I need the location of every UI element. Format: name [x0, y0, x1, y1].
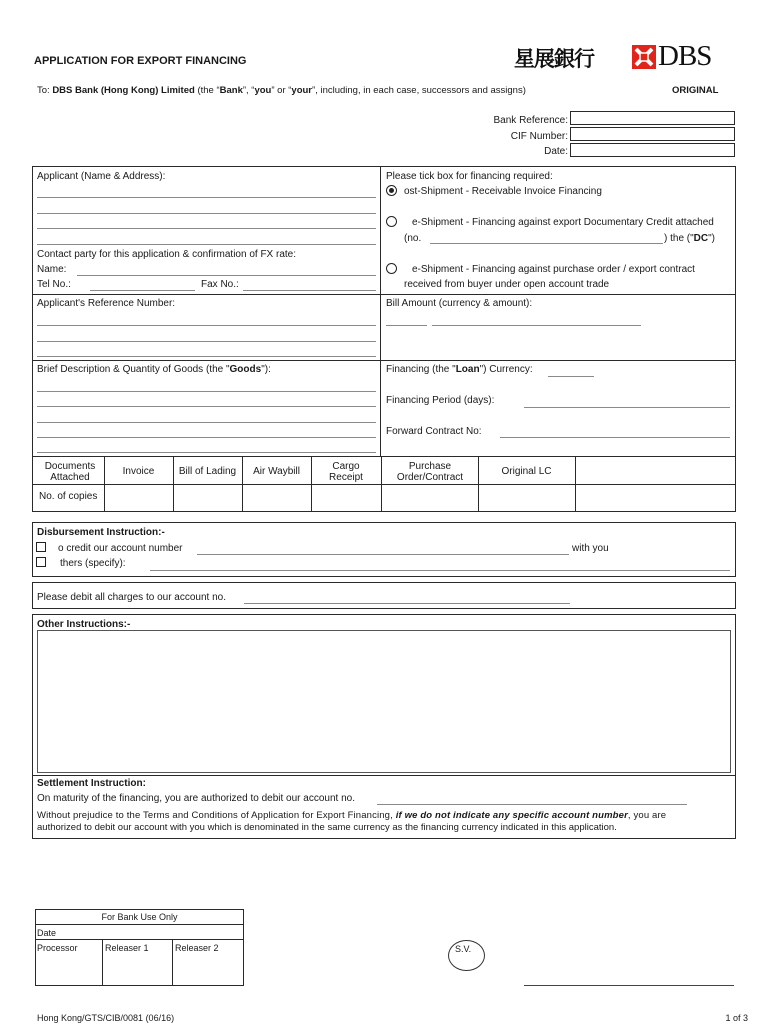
applicant-line-2[interactable] — [37, 213, 376, 214]
settlement-account-field[interactable] — [377, 804, 687, 805]
doc-header-air-waybill: Air Waybill — [253, 466, 300, 477]
settlement-title: Settlement Instruction: — [37, 778, 146, 789]
copies-row-label: No. of copies — [39, 491, 98, 502]
bank-use-date-label: Date — [37, 928, 57, 938]
tel-label: Tel No.: — [37, 279, 71, 290]
disbursement-title: Disbursement Instruction:- — [37, 527, 165, 538]
documents-attached-header: Documents Attached — [44, 461, 96, 483]
main-divider — [380, 166, 381, 456]
addressee-line: To: DBS Bank (Hong Kong) Limited (the “Bank”, “you” or “your”, including, in each case, successors and assigns) — [37, 85, 526, 96]
credit-account-checkbox[interactable] — [36, 542, 46, 552]
others-field[interactable] — [150, 570, 730, 571]
bank-use-col-2 — [172, 939, 173, 986]
tel-field[interactable] — [90, 290, 195, 291]
copies-purchase-order-cell[interactable] — [382, 485, 477, 511]
fax-label: Fax No.: — [201, 279, 239, 290]
goods-line-1[interactable] — [37, 391, 376, 392]
doc-header-original-lc: Original LC — [501, 466, 552, 477]
applicant-line-1[interactable] — [37, 197, 376, 198]
applicant-reference-label: Applicant's Reference Number: — [37, 298, 176, 309]
financing-period-label: Financing Period (days): — [386, 395, 495, 406]
goods-label: Brief Description & Quantity of Goods (the "Goods"): — [37, 364, 271, 375]
date-label: Date: — [544, 146, 568, 157]
dc-no-label: (no. — [404, 233, 422, 244]
with-you-label: with you — [572, 543, 609, 554]
doc-header-invoice: Invoice — [122, 466, 155, 477]
bank-use-col-1 — [102, 939, 103, 986]
bill-amount-field[interactable] — [432, 325, 641, 326]
others-checkbox[interactable] — [36, 557, 46, 567]
doc-header-cargo-receipt: Cargo Receipt — [329, 461, 363, 483]
copies-original-lc-cell[interactable] — [479, 485, 574, 511]
pre-shipment-dc-label: e-Shipment - Financing against export Documentary Credit attached — [412, 217, 714, 228]
bank-use-divider-2 — [35, 939, 244, 940]
logo-chinese-text: 星展銀行 — [514, 46, 594, 71]
pre-shipment-po-label: e-Shipment - Financing against purchase order / export contract — [412, 264, 695, 275]
applicant-reference-line-2[interactable] — [37, 341, 376, 342]
debit-charges-label: Please debit all charges to our account no. — [37, 592, 227, 603]
fax-field[interactable] — [243, 290, 376, 291]
name-field[interactable] — [77, 275, 376, 276]
bank-use-divider-1 — [35, 924, 244, 925]
pre-shipment-dc-radio[interactable] — [386, 216, 397, 227]
dbs-star-icon — [632, 45, 656, 69]
bill-amount-label: Bill Amount (currency & amount): — [386, 298, 533, 309]
bank-use-title: For Bank Use Only — [101, 912, 178, 922]
forward-contract-label: Forward Contract No: — [386, 426, 482, 437]
debit-charges-field[interactable] — [244, 603, 570, 604]
goods-line-3[interactable] — [37, 422, 376, 423]
signature-line[interactable] — [524, 985, 734, 986]
financing-period-field[interactable] — [524, 407, 730, 408]
applicant-label: Applicant (Name & Address): — [37, 171, 166, 182]
copies-bill-of-lading-cell[interactable] — [174, 485, 241, 511]
releaser-1-label: Releaser 1 — [105, 943, 149, 953]
pre-shipment-po-label-2: received from buyer under open account trade — [404, 279, 610, 290]
post-shipment-radio[interactable] — [386, 185, 397, 196]
form-code: Hong Kong/GTS/CIB/0081 (06/16) — [37, 1013, 175, 1023]
doc-header-purchase-order: Purchase Order/Contract — [396, 461, 464, 483]
logo-dbs-text: DBS — [658, 40, 712, 72]
others-label: thers (specify): — [60, 558, 126, 569]
copies-cargo-receipt-cell[interactable] — [312, 485, 380, 511]
financing-type-label: Please tick box for financing required: — [386, 171, 553, 182]
goods-line-2[interactable] — [37, 406, 376, 407]
cif-number-field[interactable] — [570, 127, 735, 141]
settlement-terms-text: Without prejudice to the Terms and Conditions of Application for Export Financing, if we do not indicate any specific account number, you are authorized to debit our account with you which is denominated in the same currency as the financing currency indicated in this application. — [37, 810, 667, 833]
credit-account-label: o credit our account number — [58, 543, 183, 554]
doc-header-bill-of-lading: Bill of Lading — [178, 466, 237, 477]
page-title: APPLICATION FOR EXPORT FINANCING — [34, 55, 247, 67]
row-divider-1 — [32, 294, 736, 295]
forward-contract-field[interactable] — [500, 437, 730, 438]
loan-currency-field[interactable] — [548, 376, 594, 377]
other-instructions-field[interactable] — [37, 630, 731, 773]
bill-currency-field[interactable] — [386, 325, 427, 326]
settlement-divider — [32, 775, 736, 776]
goods-line-4[interactable] — [37, 437, 376, 438]
post-shipment-label: ost-Shipment - Receivable Invoice Financing — [404, 186, 602, 197]
row-divider-2 — [32, 360, 736, 361]
settlement-maturity-label: On maturity of the financing, you are authorized to debit our account no. — [37, 793, 355, 804]
name-label: Name: — [37, 264, 67, 275]
applicant-reference-line-3[interactable] — [37, 356, 376, 357]
doc-col-7 — [575, 456, 576, 512]
dc-number-field[interactable] — [430, 243, 663, 244]
row-divider-3 — [32, 456, 736, 457]
other-instructions-title: Other Instructions:- — [37, 619, 131, 630]
applicant-line-4[interactable] — [37, 244, 376, 245]
copies-invoice-cell[interactable] — [105, 485, 172, 511]
dc-definition: ) the ("DC") — [664, 233, 716, 244]
pre-shipment-po-radio[interactable] — [386, 263, 397, 274]
date-field[interactable] — [570, 143, 735, 157]
bank-reference-label: Bank Reference: — [493, 115, 568, 126]
applicant-line-3[interactable] — [37, 228, 376, 229]
cif-number-label: CIF Number: — [510, 131, 568, 142]
signature-verified-label: S.V. — [455, 944, 472, 954]
processor-label: Processor — [37, 943, 78, 953]
original-label: ORIGINAL — [672, 85, 719, 96]
bank-reference-field[interactable] — [570, 111, 735, 125]
dbs-logo — [514, 42, 726, 72]
releaser-2-label: Releaser 2 — [175, 943, 219, 953]
credit-account-field[interactable] — [197, 554, 569, 555]
applicant-reference-line-1[interactable] — [37, 325, 376, 326]
copies-air-waybill-cell[interactable] — [243, 485, 310, 511]
loan-currency-label: Financing (the "Loan") Currency: — [386, 364, 533, 375]
page-number: 1 of 3 — [725, 1013, 748, 1023]
goods-line-5[interactable] — [37, 452, 376, 453]
contact-party-label: Contact party for this application & confirmation of FX rate: — [37, 249, 297, 260]
